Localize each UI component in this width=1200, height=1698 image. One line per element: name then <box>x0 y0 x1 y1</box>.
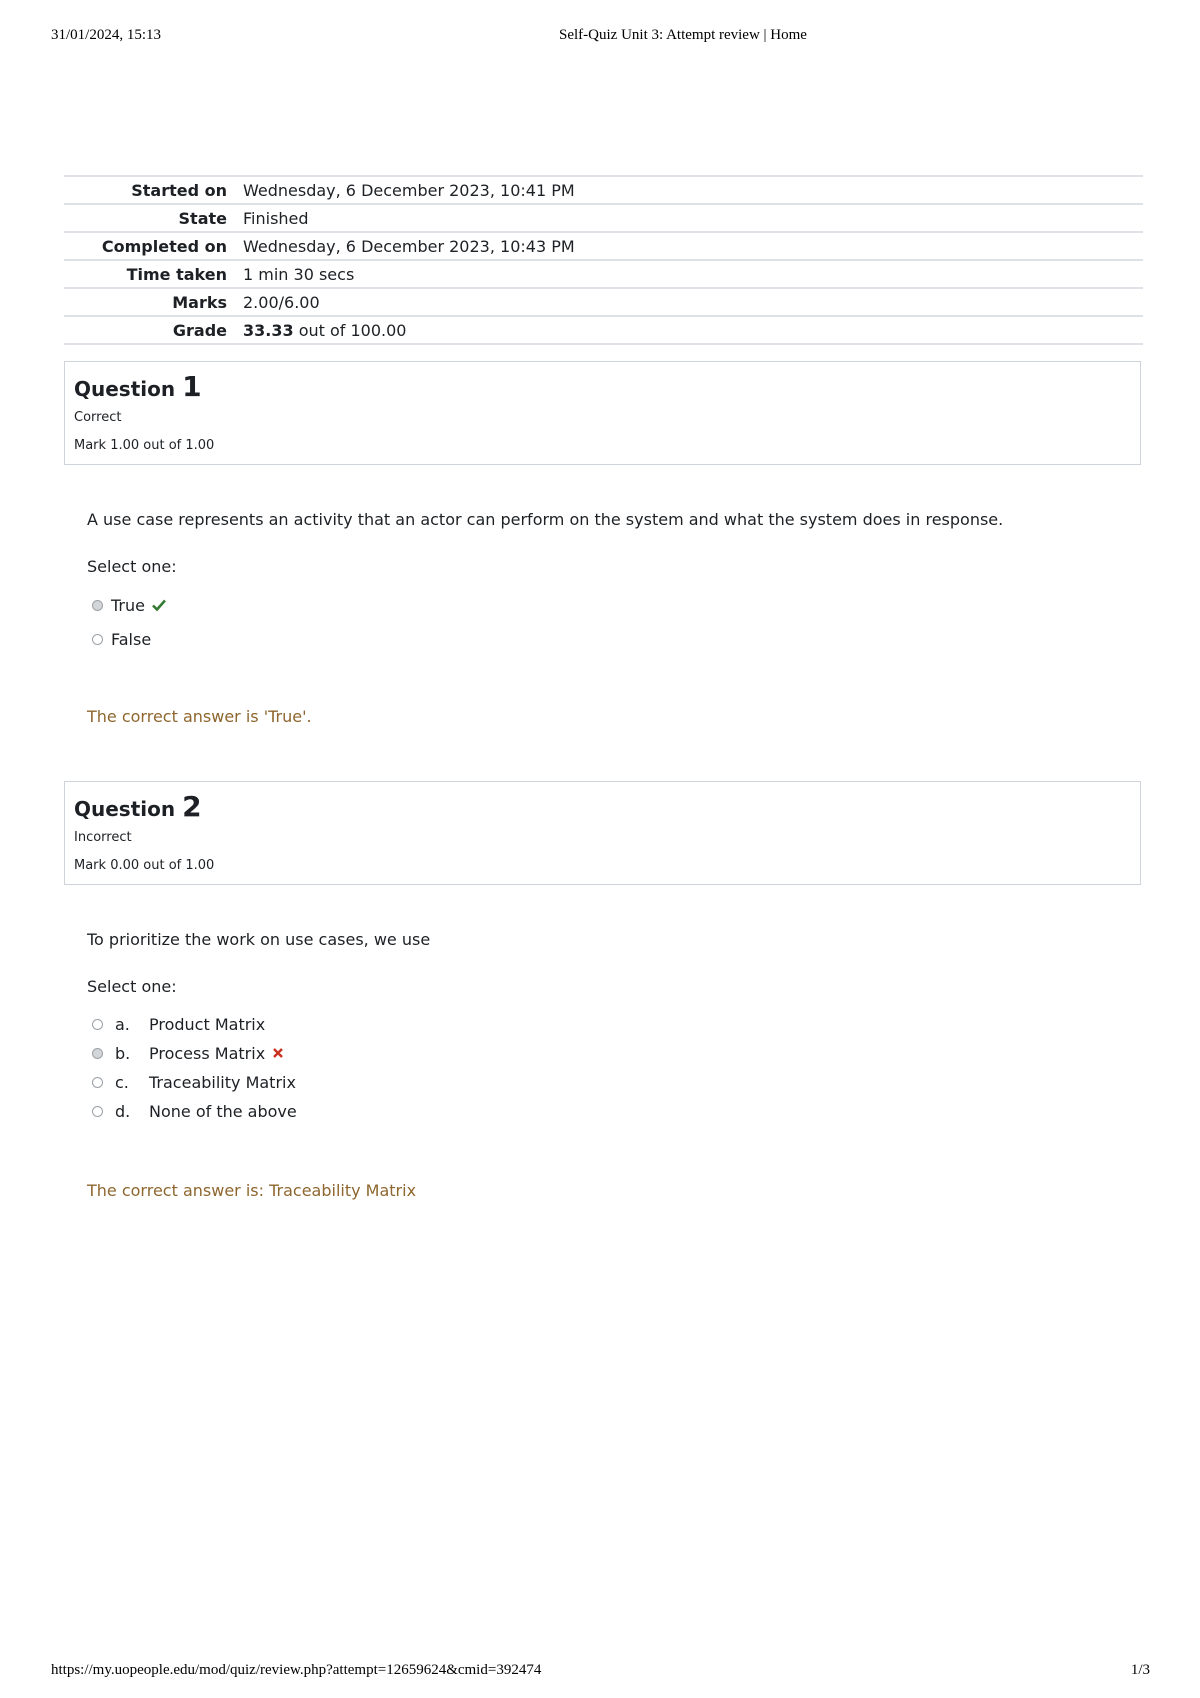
radio-button[interactable] <box>92 634 103 645</box>
summary-value: Finished <box>243 204 1143 232</box>
summary-value: 1 min 30 secs <box>243 260 1143 288</box>
summary-row <box>64 288 1143 316</box>
print-page-title: Self-Quiz Unit 3: Attempt review | Home <box>559 27 807 43</box>
radio-button[interactable] <box>92 1106 103 1117</box>
option-text: True <box>111 595 145 615</box>
question-1-text: A use case represents an activity that an actor can perform on the system and what the system does in response. <box>87 510 1004 529</box>
summary-row <box>64 176 1143 204</box>
question-number <box>74 790 202 823</box>
cross-icon <box>271 1046 285 1060</box>
radio-button[interactable] <box>92 1048 103 1059</box>
question-2-text: To prioritize the work on use cases, we use <box>87 930 431 949</box>
check-icon <box>151 597 167 613</box>
radio-button[interactable] <box>92 1077 103 1088</box>
print-datetime: 31/01/2024, 15:13 <box>51 27 162 43</box>
option-text: Traceability Matrix <box>149 1072 296 1092</box>
question-1-option-true[interactable] <box>92 594 167 616</box>
summary-label: Marks <box>64 288 243 316</box>
question-2-option-b[interactable] <box>92 1042 285 1064</box>
summary-label: Time taken <box>64 260 243 288</box>
question-2-info <box>64 781 1141 885</box>
summary-row <box>64 204 1143 232</box>
question-1-option-false[interactable] <box>92 628 151 650</box>
print-header <box>51 27 1140 49</box>
option-text: Product Matrix <box>149 1014 266 1034</box>
question-2-option-c[interactable] <box>92 1071 296 1093</box>
question-1-prompt: Select one: <box>87 557 177 576</box>
option-text: False <box>111 629 152 649</box>
question-2-feedback: The correct answer is: Traceability Matrix <box>87 1181 417 1200</box>
print-footer <box>51 1662 1150 1682</box>
summary-row <box>64 260 1143 288</box>
question-2-option-d[interactable] <box>92 1100 297 1122</box>
summary-label: State <box>64 204 243 232</box>
summary-label: Started on <box>64 176 243 204</box>
question-2-option-a[interactable] <box>92 1013 265 1035</box>
grade-out-of: out of 100.00 <box>293 320 407 340</box>
radio-button[interactable] <box>92 600 103 611</box>
option-letter: a. <box>115 1014 130 1034</box>
grade-value: 33.33 <box>243 320 294 340</box>
question-num: 2 <box>182 790 202 823</box>
summary-value: Wednesday, 6 December 2023, 10:43 PM <box>243 232 1143 260</box>
question-num: 1 <box>182 370 202 403</box>
question-1-info <box>64 361 1141 465</box>
option-letter: c. <box>115 1072 129 1092</box>
option-letter: b. <box>115 1043 131 1063</box>
question-1-feedback: The correct answer is 'True'. <box>87 707 312 726</box>
question-state: Correct <box>74 410 122 425</box>
option-text: None of the above <box>149 1101 297 1121</box>
question-mark: Mark 1.00 out of 1.00 <box>74 438 215 453</box>
summary-value: Wednesday, 6 December 2023, 10:41 PM <box>243 176 1143 204</box>
option-letter: d. <box>115 1101 131 1121</box>
summary-value <box>243 316 1143 344</box>
question-label: Question <box>74 377 176 401</box>
radio-button[interactable] <box>92 1019 103 1030</box>
question-label: Question <box>74 797 176 821</box>
question-number <box>74 370 202 403</box>
page-number: 1/3 <box>1130 1662 1150 1678</box>
question-2-prompt: Select one: <box>87 977 177 996</box>
option-text: Process Matrix <box>149 1043 266 1063</box>
summary-row <box>64 232 1143 260</box>
summary-value: 2.00/6.00 <box>243 288 1143 316</box>
summary-row <box>64 316 1143 344</box>
question-mark: Mark 0.00 out of 1.00 <box>74 858 215 873</box>
print-url: https://my.uopeople.edu/mod/quiz/review.php?attempt=12659624&cmid=392474 <box>51 1662 542 1678</box>
question-state: Incorrect <box>74 830 132 845</box>
summary-label: Grade <box>64 316 243 344</box>
summary-label: Completed on <box>64 232 243 260</box>
attempt-summary-table <box>64 175 1143 345</box>
